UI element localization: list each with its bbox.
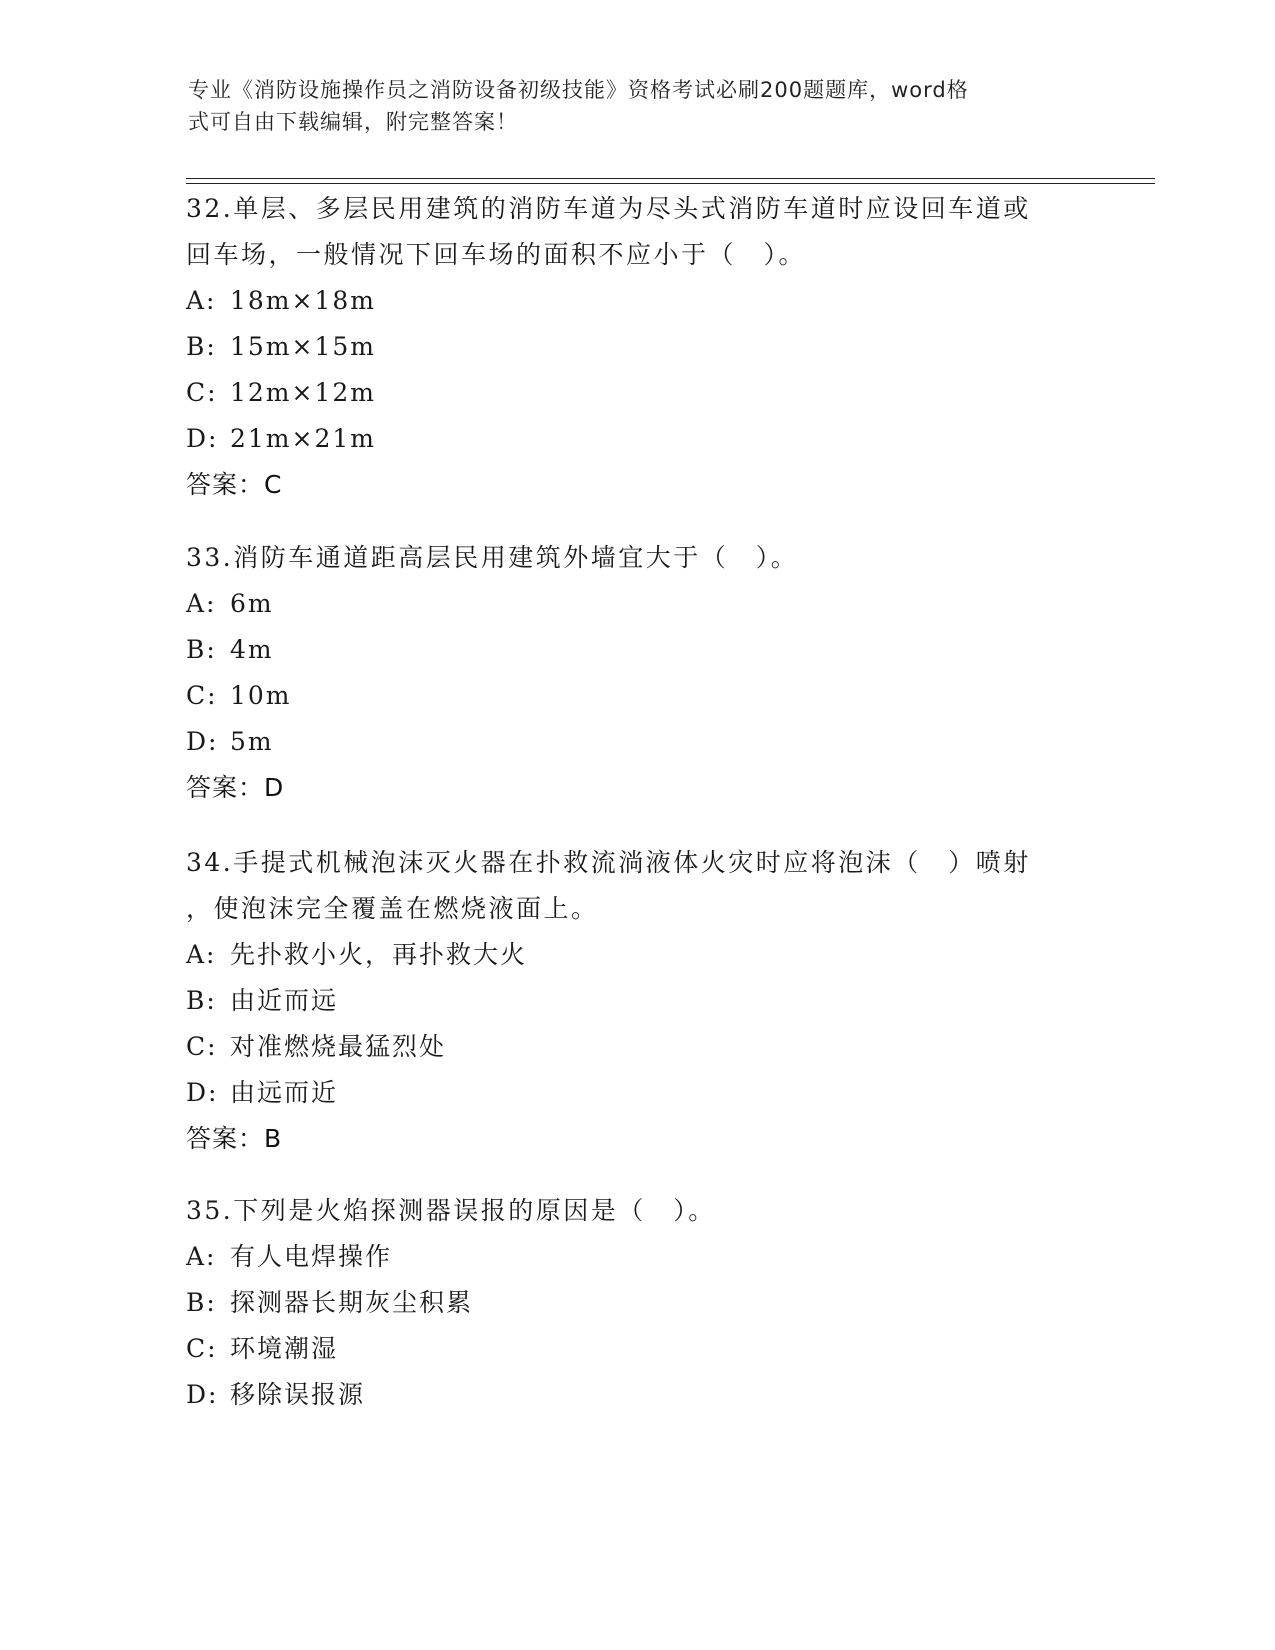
option-text: 探测器长期灰尘积累 [230, 1288, 474, 1317]
option-text: 6m [230, 589, 274, 618]
option-a [186, 581, 1086, 627]
answer: 答案：C [186, 470, 283, 499]
option-c [186, 1024, 1086, 1070]
option-key: D: [186, 1078, 219, 1107]
option-text: 移除误报源 [230, 1380, 366, 1409]
option-text: 对准燃烧最猛烈处 [230, 1032, 447, 1061]
option-text: 4m [230, 635, 274, 664]
option-text: 10m [230, 681, 292, 710]
option-c [186, 673, 1086, 719]
option-d [186, 1372, 1086, 1418]
option-text: 18m×18m [230, 286, 376, 315]
option-text: 由近而远 [230, 986, 339, 1015]
header-divider-top [186, 178, 1155, 179]
answer: 答案：D [186, 773, 285, 802]
option-key: B: [186, 1288, 217, 1317]
option-key: C: [186, 681, 218, 710]
question-stem: 34.手提式机械泡沫灭火器在扑救流淌液体火灾时应将泡沫（ ）喷射 [186, 848, 1031, 877]
answer: 答案：B [186, 1124, 283, 1153]
option-text: 环境潮湿 [230, 1334, 339, 1363]
option-key: A: [186, 286, 217, 315]
option-text: 有人电焊操作 [230, 1242, 393, 1271]
option-key: C: [186, 1032, 218, 1061]
option-d [186, 1070, 1086, 1116]
option-b [186, 627, 1086, 673]
option-key: D: [186, 424, 219, 453]
option-c [186, 1326, 1086, 1372]
option-text: 21m×21m [230, 424, 376, 453]
option-b [186, 978, 1086, 1024]
option-key: D: [186, 1380, 219, 1409]
option-key: B: [186, 332, 217, 361]
option-text: 由远而近 [230, 1078, 339, 1107]
option-key: C: [186, 1334, 218, 1363]
header-line-1: 专业《消防设施操作员之消防设备初级技能》资格考试必刷200题题库，word格 [188, 78, 969, 102]
question-32 [186, 186, 1086, 508]
option-text: 先扑救小火，再扑救大火 [230, 940, 528, 969]
question-33 [186, 535, 1086, 811]
question-stem: 32.单层、多层民用建筑的消防车道为尽头式消防车道时应设回车道或 [186, 194, 1031, 223]
option-text: 15m×15m [230, 332, 376, 361]
question-stem: 35.下列是火焰探测器误报的原因是（ ）。 [186, 1196, 716, 1225]
option-key: B: [186, 986, 217, 1015]
document-header [188, 74, 1068, 138]
option-key: A: [186, 589, 217, 618]
option-c [186, 370, 1086, 416]
question-34 [186, 840, 1086, 1162]
question-stem: 33.消防车通道距高层民用建筑外墙宜大于（ ）。 [186, 543, 799, 572]
option-key: B: [186, 635, 217, 664]
option-a [186, 278, 1086, 324]
option-a [186, 932, 1086, 978]
option-d [186, 719, 1086, 765]
question-stem-continued: ，使泡沫完全覆盖在燃烧液面上。 [186, 894, 599, 923]
question-stem-continued: 回车场，一般情况下回车场的面积不应小于（ ）。 [186, 240, 807, 269]
option-b [186, 324, 1086, 370]
header-line-2: 式可自由下载编辑，附完整答案！ [188, 110, 518, 134]
option-key: C: [186, 378, 218, 407]
header-divider-bottom [186, 183, 1155, 184]
option-a [186, 1234, 1086, 1280]
option-text: 5m [230, 727, 274, 756]
option-key: D: [186, 727, 219, 756]
option-key: A: [186, 1242, 217, 1271]
option-text: 12m×12m [230, 378, 376, 407]
option-b [186, 1280, 1086, 1326]
option-key: A: [186, 940, 217, 969]
option-d [186, 416, 1086, 462]
question-35 [186, 1188, 1086, 1418]
